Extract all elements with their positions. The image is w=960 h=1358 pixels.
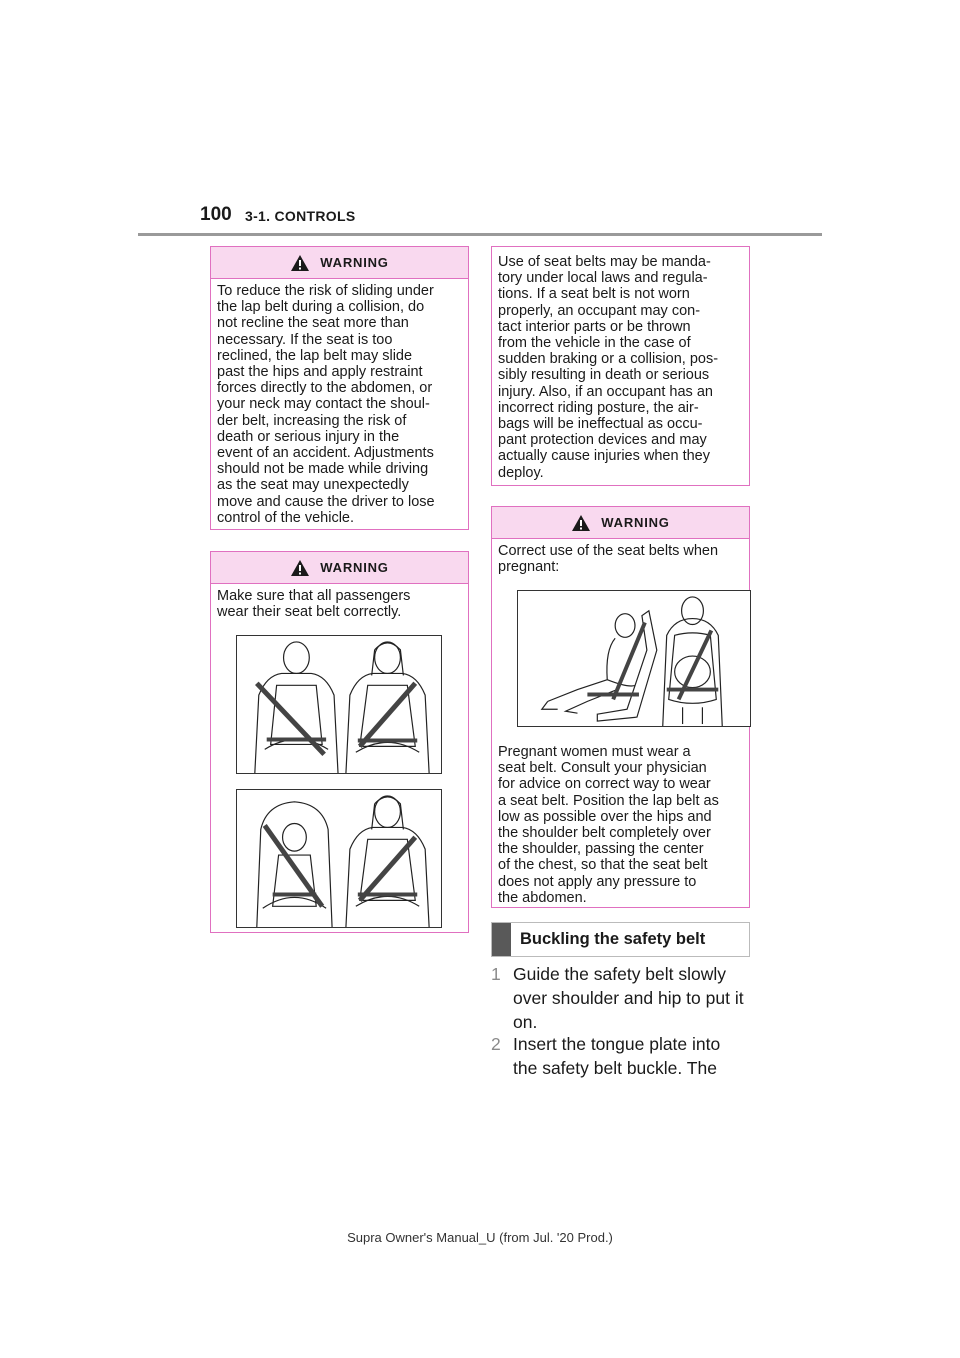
step-number: 2 <box>491 1034 501 1054</box>
illustration-child-seatbelt <box>236 789 442 928</box>
warning-text: Make sure that all passengers wear their seat belt correctly. <box>217 588 411 621</box>
warning-triangle-icon <box>290 254 310 272</box>
warning-header <box>211 552 468 584</box>
warning-intro: Correct use of the seat belts when pregnant: <box>498 543 719 576</box>
warning-text: Pregnant women must wear a seat belt. Consult your physician for advice on correct way to wear a seat belt. Position the lap belt as low as possible over the hips and the shoulder belt completely over the shoulder, passing the center of the chest, so that the seat belt does not apply any pressure to the abdomen. <box>498 744 719 906</box>
notice-box <box>491 246 750 486</box>
warning-label: WARNING <box>601 515 670 530</box>
warning-label: WARNING <box>320 255 389 270</box>
heading-text: Buckling the safety belt <box>520 930 706 948</box>
step-number: 1 <box>491 964 501 984</box>
warning-box-recline <box>210 246 469 530</box>
warning-header <box>492 507 749 539</box>
page-number: 100 <box>200 204 232 225</box>
illustration-adults-seatbelt <box>236 635 442 774</box>
warning-label: WARNING <box>320 560 389 575</box>
header-rule <box>138 233 822 236</box>
step-text: Insert the tongue plate into the safety belt buckle. The <box>513 1034 721 1078</box>
step-text: Guide the safety belt slowly over shoulder and hip to put it on. <box>513 964 744 1032</box>
warning-text: To reduce the risk of sliding under the lap belt during a collision, do not recline the seat more than necessary. If the seat is too reclined, the lap belt may slide past the hips and apply restraint forces directly to the abdomen, or your neck may contact the shoul- der belt, increasing the risk of death or serious injury in the event of an accident. Adjustments should not be made while driving as the seat may unexpectedly move and cause the driver to lose control of the vehicle. <box>217 283 435 526</box>
notice-text: Use of seat belts may be manda- tory under local laws and regula- tions. If a seat belt is not worn properly, an occupant may con- tact interior parts or be thrown from the vehicle in the case of sudden braking or a collision, pos- sibly resulting in death or serious injury. Also, if an occupant has an incorrect riding posture, the air- bags will be ineffectual as occu- pant protection devices and may actually cause injuries when they deploy. <box>498 254 719 481</box>
warning-triangle-icon <box>290 559 310 577</box>
warning-header <box>211 247 468 279</box>
section-title: 3-1. CONTROLS <box>245 208 356 224</box>
page-footer: Supra Owner's Manual_U (from Jul. '20 Prod.) <box>347 1230 613 1245</box>
illustration-pregnant-seatbelt <box>517 590 751 727</box>
heading-tab <box>492 923 511 956</box>
warning-triangle-icon <box>571 514 591 532</box>
section-heading <box>491 922 750 957</box>
